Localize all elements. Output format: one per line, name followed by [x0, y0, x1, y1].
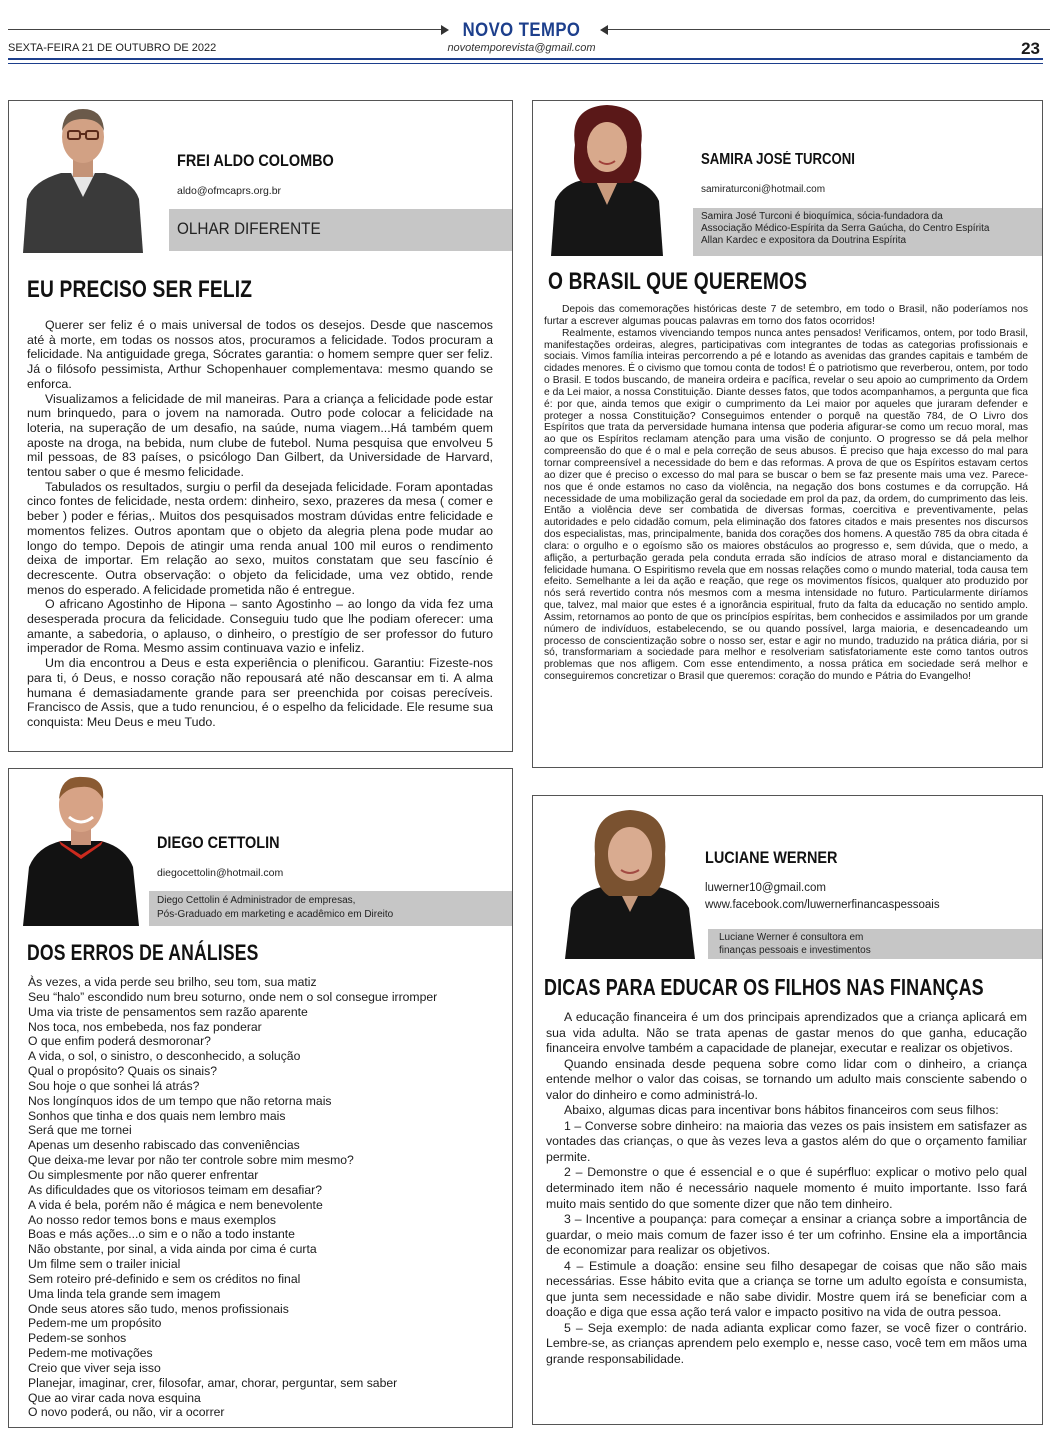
header-rule	[8, 58, 1043, 60]
author-email: aldo@ofmcaprs.org.br	[177, 185, 282, 197]
paragraph: O africano Agostinho de Hipona – santo Agostinho – ao longo da vida fez uma desesperada procura da felicidade. Conseguiu tudo que lhe podiam oferecer: uma amante, a sabedoria, o aplauso, o dinheiro, o prestígio de ser professor do futuro imperador de Roma. Mesmo assim continuava vazio e infeliz.	[27, 597, 493, 656]
poem-line: Às vezes, a vida perde seu brilho, seu tom, sua matiz	[28, 975, 317, 989]
author-name: DIEGO CETTOLIN	[157, 833, 280, 852]
paragraph: Abaixo, algumas dicas para incentivar bons hábitos financeiros com seus filhos:	[564, 1103, 999, 1118]
author-photo	[23, 771, 139, 926]
author-bio-line: finanças pessoais e investimentos	[719, 945, 871, 956]
poem-line: Uma via triste de pensamentos sem razão aparente	[28, 1004, 308, 1019]
paragraph: 2 – Demonstre o que é essencial e o que é supérfluo: explicar o motivo pelo qual determinado item não é necessário naquele momento é muito importante. Isso fará muito mais sentido do que somente dizer que não tem dinheiro.	[546, 1165, 1027, 1211]
author-photo	[551, 101, 663, 256]
article-body	[546, 1010, 1027, 1368]
paragraph: Realmente, estamos vivenciando tempos nunca antes pensados! Verificamos, ontem, por todo Brasil, manifestações ordeiras, alegres, participativas com integrantes de todas as categorias profissionais e sociais. Vimos família inteiras percorrendo a pé e lotando as avenidas das grandes capitais e também de cidades menores. É o civismo que tomou conta de todos! É o patriotismo que reverberou, ontem, por todo o Brasil. E todos buscando, de maneira ordeira e pacífica, revelar o seu apoio ao cumprimento da Ordem e da Lei maior, a nossa Constituição. Diante desses fatos, que todos acompanhamos, a pergunta que fica é: por que, ainda temos que exigir o cumprimento da Lei maior por aqueles que juraram defender e proteger a nossa Constituição? Conseguimos entender o porquê na questão 784, de O Livro dos Espíritos que trata da perversidade humana intensa que poderia afigurar-se como um recuo moral, mas ao que os Espíritos reclamam atenção para uma visão de conjunto. O progresso se dá pela melhor compreensão do que é o mal e pela correção de seus abusos. É preciso que haja excesso do mal para tornar compreensível a necessidade do bem e das reformas. A prova de que os Espíritos estavam certos ao dizer que é preciso o excesso do mal para se buscar o bem se faz presente mais uma vez. Parece-nos que é onde estamos no caso da violência, na negação dos bons costumes e da corrupção. Há necessidade de uma mobilização geral da sociedade em prol da paz, da ordem, do cumprimento das leis. Então a violência deve ser combatida de diversas formas, coercitiva e preventivamente, pelas autoridades e pelo cidadão comum, pela eliminação dos fatores citados e mais presentes nos discursos dos especialistas, mas, principalmente, banida dos corações dos homens. A questão 785 da obra citada é clara: o orgulho e o egoísmo são os maiores obstáculos ao progresso e, sem dúvida, que o medo, a aflição, a perturbação gerada pela conduta errada são indícios de atraso moral e distanciamento da felicidade humana. O Espiritismo revela que em nossas relações como o mundo material, toda causa tem efeito. Semelhante a lei da ação e reação, que rege os movimentos físicos, qualquer ato produzido por nós será revertido contra nós mesmos com a mesma intensidade no futuro. Particularmente diríamos que, talvez, mal maior que estes é a ignorância espiritual, fruto da falta da educação no sentido amplo. Assim, retornamos ao ponto de que os princípios espíritas, bem conhecidos e assimilados por um grande número de indivíduos, estabelecendo, se ou quando possível, larga maioria, e desencadeando um processo de conscientização sobre o nosso ser, estar e agir no mundo, traduzido na prática diária, por si só, transformariam a sociedade para melhor e resolveriam satisfatoriamente este como tantos outros problemas que nos afligem. Com esse entendimento, a nossa prática em sociedade será melhor e conseguiremos concretizar o Brasil que queremos: coração do mundo e Pátria do Evangelho!	[544, 327, 1028, 683]
poem-line: O que enfim poderá desmoronar?	[28, 1034, 211, 1049]
poem-line: Ao nosso redor temos bons e maus exemplos	[28, 1212, 276, 1227]
headline: DICAS PARA EDUCAR OS FILHOS NAS FINANÇAS	[544, 974, 984, 1000]
poem-line: A vida, o sol, o sinistro, o desconhecido, a solução	[28, 1049, 301, 1064]
poem-line: Onde seus atores são tudo, menos profissionais	[28, 1301, 289, 1316]
author-photo	[23, 101, 143, 253]
author-bio-line: Luciane Werner é consultora em	[719, 932, 864, 943]
poem-line: Boas e más ações...o sim e o não a todo instante	[28, 1227, 295, 1242]
poem-line: Planejar, imaginar, crer, filosofar, amar, chorar, perguntar, sem saber	[28, 1375, 398, 1390]
poem-line: Pedem-me motivações	[28, 1346, 153, 1361]
poem-line: Creio que viver seja isso	[28, 1360, 161, 1375]
article-frei-aldo	[8, 100, 513, 752]
author-portrait-icon	[23, 771, 139, 926]
poem-line: Qual o propósito? Quais os sinais?	[28, 1064, 218, 1079]
article-samira	[532, 100, 1043, 768]
paragraph: Depois das comemorações históricas deste 7 de setembro, em todo o Brasil, não poderíamos nos furtar a escrever algumas poucas palavras em torno dos fatos ocorridos!	[544, 304, 1028, 327]
author-email: luwerner10@gmail.com	[705, 882, 826, 894]
poem-line: Que deixa-me levar por não ter controle sobre mim mesmo?	[28, 1153, 354, 1168]
author-email: samiraturconi@hotmail.com	[701, 184, 826, 195]
masthead-arrow-right	[600, 25, 608, 35]
masthead-email: novotemporevista@gmail.com	[447, 42, 596, 54]
headline: O BRASIL QUE QUEREMOS	[548, 268, 808, 295]
paragraph: 3 – Incentive a poupança: para começar a ensinar a criança sobre a importância de guardar, o meio mais comum de fazer isso é ter um cofrinho. Ensine ela a importância de economizar para realizar os objetivos.	[546, 1212, 1027, 1258]
author-name: SAMIRA JOSÉ TURCONI	[701, 151, 855, 168]
article-body	[27, 318, 493, 730]
author-email: diegocettolin@hotmail.com	[157, 867, 284, 879]
author-bio-line: Diego Cettolin é Administrador de empresas,	[157, 895, 356, 906]
poem-line: Sou hoje o que sonhei lá atrás?	[28, 1078, 200, 1093]
paragraph: A educação financeira é um dos principais aprendizados que a criança aplicará em sua vida adulta. Não se trata apenas de gastar menos do que ganha, educação financeira envolve também a capacidade de planejar, executar e realizar os objetivos.	[546, 1010, 1027, 1056]
paragraph: Um dia encontrou a Deus e esta experiência o plenificou. Garantiu: Fizeste-nos para ti, ó Deus, e nosso coração não repousará até não descansar em ti. A alma humana é demasiadamente grande para ser preenchida por coisas perecíveis. Francisco de Assis, que a tudo renunciou, é o espelho da felicidade. Ele resume sua conquista: Meu Deus e meu Tudo.	[27, 656, 493, 729]
poem-line: A vida é bela, porém não é mágica e nem benevolente	[28, 1197, 323, 1212]
author-portrait-icon	[23, 101, 143, 253]
paragraph: Querer ser feliz é o mais universal de todos os desejos. Desde que nascemos até à morte, em todas os nossos atos, procuramos a felicidade. Todos procuram a felicidade. Na antiguidade grega, Sócrates garantia: o homem sempre quer ser feliz. Já o filósofo pessimista, Arthur Schopenhauer complementava: mesmo quando se enforca.	[27, 318, 493, 391]
paragraph: Quando ensinada desde pequena sobre como lidar com o dinheiro, a criança entende melhor o valor das coisas, se tornando um adulto mais consciente sabendo o valor do dinheiro e como administrá-lo.	[546, 1056, 1027, 1102]
author-photo	[565, 804, 695, 959]
paragraph: 1 – Converse sobre dinheiro: na maioria das vezes os pais insistem em satisfazer as vontades das crianças, o que às vezes leva a gastos além do que o orçamento familiar permite.	[546, 1118, 1027, 1164]
author-name: LUCIANE WERNER	[705, 848, 838, 867]
column-name: OLHAR DIFERENTE	[177, 219, 321, 238]
headline: DOS ERROS DE ANÁLISES	[27, 940, 259, 965]
author-portrait-icon	[565, 804, 695, 959]
article-luciane	[532, 795, 1043, 1425]
author-bio-line: Pós-Graduado em marketing e acadêmico em Direito	[157, 909, 394, 920]
poem-line: Apenas um desenho rabiscado das conveniências	[28, 1138, 300, 1153]
author-website: www.facebook.com/luwernerfinancaspessoais	[705, 899, 940, 911]
paragraph: Visualizamos a felicidade de mil maneiras. Para a criança a felicidade pode estar num brinquedo, para o jovem na namorada. Outro pode colocar a felicidade na loteria, na superação de um desafio, na saúde, numa viagem...Há também quem aposte na droga, na bebida, num clube de futebol. Numa pesquisa que envolveu 5 mil pessoas, de 83 países, o psicólogo Dan Gilbert, da Universidade de Harvard, tentou saber o que é mesmo felicidade.	[27, 391, 493, 480]
masthead-title: NOVO TEMPO	[462, 20, 581, 41]
poem-line: Pedem-se sonhos	[28, 1331, 127, 1346]
poem-line: Pedem-me um propósito	[28, 1316, 162, 1331]
poem-line: Ou simplesmente por não querer enfrentar	[28, 1167, 259, 1182]
author-bio: Samira José Turconi é bioquímica, sócia-fundadora da Associação Médico-Espírita da Serra Gaúcha, do Centro Espírita Allan Kardec e expositora da Doutrina Espírita	[701, 211, 990, 246]
issue-date: SEXTA-FEIRA 21 DE OUTUBRO DE 2022	[8, 42, 217, 54]
article-diego	[8, 768, 513, 1428]
poem-line: Um filme sem o trailer inicial	[28, 1257, 181, 1272]
article-body	[544, 304, 1028, 683]
author-name: FREI ALDO COLOMBO	[177, 151, 334, 170]
poem-line: As dificuldades que os vitoriosos teimam em desafiar?	[28, 1182, 322, 1197]
poem-line: Seu “halo” escondido num breu soturno, onde nem o sol consegue irromper	[28, 989, 438, 1004]
paragraph: 4 – Estimule a doação: ensine seu filho desapegar de coisas que não são mais necessárias. Esse hábito evita que a criança se torne um adulto egoísta e consumista, que junta sem necessidade e não sabe dividir. Mostre quem irá se beneficiar com a doação e diga que essa ação terá valor e impacto positivo na vida de outra pessoa.	[546, 1258, 1027, 1320]
poem-line: Sem roteiro pré-definido e sem os créditos no final	[28, 1271, 301, 1286]
poem-line: Não obstante, por sinal, a vida ainda por cima é curta	[28, 1242, 317, 1257]
poem-line: Sonhos que tinha e dos quais nem lembro mais	[28, 1108, 286, 1123]
paragraph: 5 – Seja exemplo: de nada adianta explicar como fazer, se você fizer o contrário. Lembre-se, as crianças aprendem pelo exemplo e, nesse caso, você tem em mãos uma grande responsabilidade.	[546, 1320, 1027, 1367]
poem-line: Que ao virar cada nova esquina	[28, 1390, 201, 1405]
paragraph: Tabulados os resultados, surgiu o perfil da desejada felicidade. Foram apontadas cinco fontes de felicidade, nesta ordem: dinheiro, sexo, prazeres da mesa ( comer e beber ) poder e férias,. Muitos dos pesquisados mostram dúvidas entre felicidade e momentos felizes. Outros apontam que o objeto da alegria plena pode mudar ao longo do tempo. Depois de atingir uma renda anual 100 mil euros o rendimento deixa de importar. Em relação ao sexo, muitos constatam que seu fascínio é decrescente. Outra observação: o objeto da felicidade, uma vez obtido, rende menos do esperado. A felicidade prometida não é entregue.	[27, 479, 493, 597]
poem-line: Será que me tornei	[28, 1123, 132, 1138]
headline: EU PRECISO SER FELIZ	[27, 276, 253, 303]
poem-line: O novo poderá, ou não, vir a ocorrer	[28, 1405, 225, 1420]
poem-line: Nos toca, nos embebeda, nos faz ponderar	[28, 1019, 262, 1034]
poem-line: Uma linda tela grande sem imagem	[28, 1286, 221, 1301]
poem-line: Nos longínquos idos de um tempo que não retorna mais	[28, 1093, 332, 1108]
header-rule-thin	[8, 63, 1043, 64]
author-portrait-icon	[551, 101, 663, 256]
masthead-rule-right	[608, 29, 1050, 30]
poem-body	[28, 975, 498, 1420]
page-number: 23	[1021, 39, 1040, 58]
